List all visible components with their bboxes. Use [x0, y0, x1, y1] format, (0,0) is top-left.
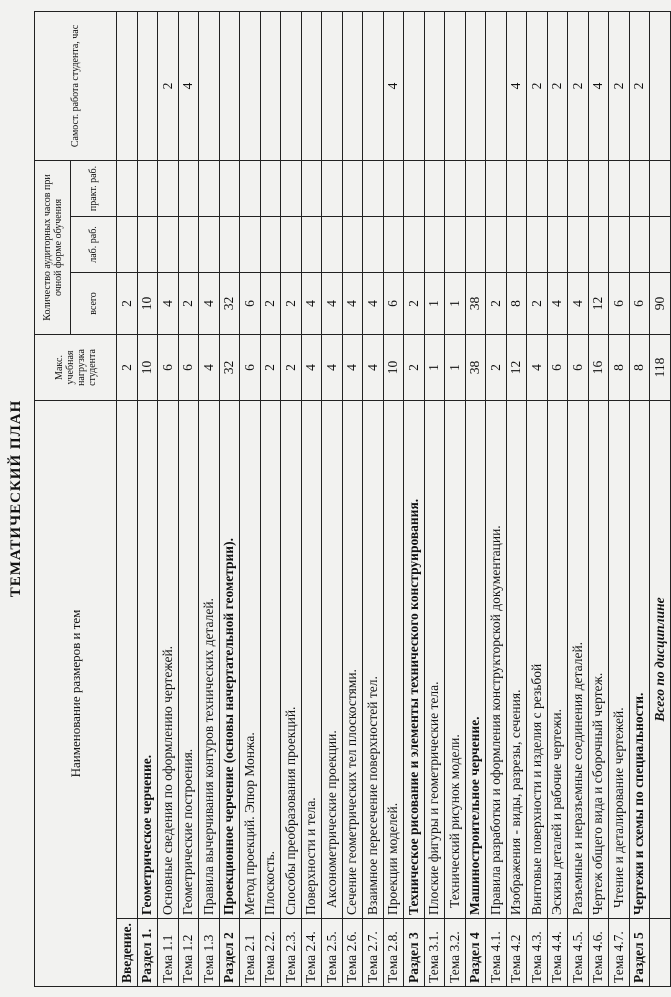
row-prakt — [650, 160, 671, 216]
row-name — [117, 400, 138, 918]
row-self-study: 2 — [527, 11, 548, 160]
row-lab — [178, 216, 199, 272]
row-name: Поверхности и тела. — [301, 400, 322, 918]
header-self-study: Самост. работа студента, час — [35, 11, 117, 160]
table-row — [609, 11, 630, 986]
row-prakt — [547, 160, 568, 216]
row-name: Разъемные и неразъемные соединения деталей. — [568, 400, 589, 918]
row-self-study — [199, 11, 220, 160]
row-prakt — [445, 160, 466, 216]
row-total: 6 — [240, 272, 261, 334]
table-body — [117, 11, 671, 986]
row-lab — [465, 216, 486, 272]
row-code: Тема 1.2 — [178, 919, 199, 987]
table-row — [629, 11, 650, 986]
row-total: 4 — [199, 272, 220, 334]
row-self-study: 4 — [506, 11, 527, 160]
row-name: Правила разработки и оформления конструкторской документации. — [486, 400, 507, 918]
row-name: Техническое рисование и элементы технического конструирования. — [404, 400, 425, 918]
row-self-study — [322, 11, 343, 160]
row-lab — [404, 216, 425, 272]
row-max-load: 4 — [322, 334, 343, 400]
table-row — [322, 11, 343, 986]
row-name: Взаимное пересечение поверхностей тел. — [363, 400, 384, 918]
table-row — [240, 11, 261, 986]
row-code: Тема 4.4. — [547, 919, 568, 987]
header-total: всего — [71, 272, 117, 334]
table-row — [117, 11, 138, 986]
table-row — [342, 11, 363, 986]
row-prakt — [260, 160, 281, 216]
row-total: 2 — [260, 272, 281, 334]
row-code: Тема 3.2. — [445, 919, 466, 987]
table-row — [137, 11, 158, 986]
table-row — [219, 11, 240, 986]
row-lab — [240, 216, 261, 272]
row-prakt — [342, 160, 363, 216]
row-self-study: 2 — [568, 11, 589, 160]
row-name: Основные сведения по оформлению чертежей. — [158, 400, 179, 918]
row-max-load: 2 — [260, 334, 281, 400]
row-lab — [137, 216, 158, 272]
row-max-load: 6 — [158, 334, 179, 400]
row-total: 1 — [445, 272, 466, 334]
row-max-load: 4 — [342, 334, 363, 400]
row-code: Тема 1.1 — [158, 919, 179, 987]
table-row — [158, 11, 179, 986]
row-total: 4 — [342, 272, 363, 334]
row-total: 4 — [363, 272, 384, 334]
table-row — [527, 11, 548, 986]
table-row — [465, 11, 486, 986]
row-code: Тема 2.3. — [281, 919, 302, 987]
row-total: 2 — [281, 272, 302, 334]
row-code — [650, 919, 671, 987]
table-row — [445, 11, 466, 986]
table-row — [404, 11, 425, 986]
row-total: 2 — [486, 272, 507, 334]
table-row — [260, 11, 281, 986]
row-name: Всего по дисциплине — [650, 400, 671, 918]
table-row — [281, 11, 302, 986]
row-prakt — [486, 160, 507, 216]
row-lab — [219, 216, 240, 272]
row-name: Плоскость. — [260, 400, 281, 918]
header-lab: лаб. раб. — [71, 216, 117, 272]
row-total: 32 — [219, 272, 240, 334]
row-name: Способы преобразования проекций. — [281, 400, 302, 918]
row-code: Тема 1.3 — [199, 919, 220, 987]
row-max-load: 1 — [424, 334, 445, 400]
row-self-study: 2 — [158, 11, 179, 160]
row-name: Технический рисунок модели. — [445, 400, 466, 918]
row-max-load: 2 — [117, 334, 138, 400]
row-total: 6 — [609, 272, 630, 334]
row-lab — [158, 216, 179, 272]
row-code: Раздел 2 — [219, 919, 240, 987]
row-total: 10 — [137, 272, 158, 334]
row-code: Тема 2.7. — [363, 919, 384, 987]
row-prakt — [506, 160, 527, 216]
row-prakt — [240, 160, 261, 216]
row-self-study — [445, 11, 466, 160]
row-lab — [424, 216, 445, 272]
row-prakt — [629, 160, 650, 216]
row-self-study: 4 — [178, 11, 199, 160]
row-total: 6 — [629, 272, 650, 334]
row-self-study — [240, 11, 261, 160]
row-code: Тема 2.5. — [322, 919, 343, 987]
row-total: 2 — [117, 272, 138, 334]
row-max-load: 4 — [199, 334, 220, 400]
table-row — [178, 11, 199, 986]
header-classroom-hours: Количество аудиторных часов при очной форме обучения — [35, 160, 71, 334]
row-code: Тема 4.7. — [609, 919, 630, 987]
row-code: Раздел 4 — [465, 919, 486, 987]
row-total: 1 — [424, 272, 445, 334]
row-self-study — [219, 11, 240, 160]
row-prakt — [137, 160, 158, 216]
row-code: Тема 2.4. — [301, 919, 322, 987]
row-prakt — [178, 160, 199, 216]
row-max-load: 38 — [465, 334, 486, 400]
row-name: Чертеж общего вида и сборочный чертеж. — [588, 400, 609, 918]
row-code: Раздел 5 — [629, 919, 650, 987]
row-lab — [322, 216, 343, 272]
row-prakt — [527, 160, 548, 216]
row-prakt — [281, 160, 302, 216]
table-row — [506, 11, 527, 986]
row-self-study — [137, 11, 158, 160]
row-prakt — [568, 160, 589, 216]
row-total: 38 — [465, 272, 486, 334]
row-max-load: 8 — [629, 334, 650, 400]
row-self-study — [465, 11, 486, 160]
row-name: Эскизы деталей и рабочие чертежи. — [547, 400, 568, 918]
row-total: 8 — [506, 272, 527, 334]
row-max-load: 2 — [486, 334, 507, 400]
row-self-study: 2 — [609, 11, 630, 160]
row-name: Чтение и деталирование чертежей. — [609, 400, 630, 918]
row-name: Геометрические построения. — [178, 400, 199, 918]
table-row — [383, 11, 404, 986]
table-row — [588, 11, 609, 986]
row-lab — [527, 216, 548, 272]
row-self-study — [281, 11, 302, 160]
table-row — [547, 11, 568, 986]
row-total: 4 — [322, 272, 343, 334]
row-self-study: 2 — [629, 11, 650, 160]
row-max-load: 6 — [547, 334, 568, 400]
table-row — [650, 11, 671, 986]
row-max-load: 4 — [527, 334, 548, 400]
row-code: Тема 2.1 — [240, 919, 261, 987]
row-max-load: 8 — [609, 334, 630, 400]
row-self-study — [301, 11, 322, 160]
header-prakt: практ. раб. — [71, 160, 117, 216]
row-self-study — [650, 11, 671, 160]
row-name: Проекции моделей. — [383, 400, 404, 918]
row-name: Геометрическое черчение. — [137, 400, 158, 918]
row-total: 4 — [301, 272, 322, 334]
row-total: 2 — [527, 272, 548, 334]
row-prakt — [301, 160, 322, 216]
thematic-plan-table — [34, 11, 671, 987]
row-total: 2 — [178, 272, 199, 334]
row-max-load: 32 — [219, 334, 240, 400]
row-total: 6 — [383, 272, 404, 334]
row-self-study — [486, 11, 507, 160]
table-row — [568, 11, 589, 986]
row-code: Тема 4.6. — [588, 919, 609, 987]
row-self-study — [260, 11, 281, 160]
row-lab — [383, 216, 404, 272]
row-code: Тема 4.5. — [568, 919, 589, 987]
row-max-load: 2 — [281, 334, 302, 400]
table-row — [486, 11, 507, 986]
row-max-load: 10 — [383, 334, 404, 400]
row-self-study — [424, 11, 445, 160]
row-total: 4 — [547, 272, 568, 334]
header-max-load: Макс. учебная нагрузка студента — [35, 334, 117, 400]
row-max-load: 16 — [588, 334, 609, 400]
row-prakt — [404, 160, 425, 216]
row-max-load: 6 — [178, 334, 199, 400]
row-lab — [506, 216, 527, 272]
row-max-load: 4 — [301, 334, 322, 400]
row-self-study: 2 — [547, 11, 568, 160]
table-row — [363, 11, 384, 986]
row-lab — [650, 216, 671, 272]
row-code: Тема 3.1. — [424, 919, 445, 987]
row-lab — [199, 216, 220, 272]
row-lab — [342, 216, 363, 272]
row-lab — [486, 216, 507, 272]
row-name: Правила вычерчивания контуров технических деталей. — [199, 400, 220, 918]
row-prakt — [383, 160, 404, 216]
row-code: Тема 4.3. — [527, 919, 548, 987]
document-title: ТЕМАТИЧЕСКИЙ ПЛАН — [8, 399, 24, 598]
row-max-load: 1 — [445, 334, 466, 400]
row-self-study — [363, 11, 384, 160]
row-max-load: 6 — [568, 334, 589, 400]
row-self-study: 4 — [383, 11, 404, 160]
row-prakt — [117, 160, 138, 216]
row-lab — [363, 216, 384, 272]
row-self-study — [342, 11, 363, 160]
row-total: 2 — [404, 272, 425, 334]
row-total: 4 — [568, 272, 589, 334]
row-code: Введение. — [117, 919, 138, 987]
row-total: 12 — [588, 272, 609, 334]
table-row — [424, 11, 445, 986]
row-lab — [588, 216, 609, 272]
row-prakt — [363, 160, 384, 216]
row-max-load: 12 — [506, 334, 527, 400]
row-prakt — [199, 160, 220, 216]
row-self-study: 4 — [588, 11, 609, 160]
row-lab — [609, 216, 630, 272]
row-name: Аксонометрические проекции. — [322, 400, 343, 918]
row-max-load: 4 — [363, 334, 384, 400]
row-max-load: 10 — [137, 334, 158, 400]
row-max-load: 6 — [240, 334, 261, 400]
row-code: Раздел 1. — [137, 919, 158, 987]
row-name: Изображения - виды, разрезы, сечения. — [506, 400, 527, 918]
row-prakt — [158, 160, 179, 216]
row-lab — [547, 216, 568, 272]
row-total: 4 — [158, 272, 179, 334]
row-code: Тема 2.2. — [260, 919, 281, 987]
row-lab — [629, 216, 650, 272]
row-name: Сечение геометрических тел плоскостями. — [342, 400, 363, 918]
header-name: Наименование размеров и тем — [35, 400, 117, 986]
row-code: Тема 2.6. — [342, 919, 363, 987]
row-name: Плоские фигуры и геометрические тела. — [424, 400, 445, 918]
row-prakt — [219, 160, 240, 216]
row-name: Машиностроительное черчение. — [465, 400, 486, 918]
row-lab — [260, 216, 281, 272]
row-prakt — [322, 160, 343, 216]
row-name: Метод проекций. Эпюр Монжа. — [240, 400, 261, 918]
row-name: Винтовые поверхности и изделия с резьбой — [527, 400, 548, 918]
table-row — [199, 11, 220, 986]
row-self-study — [404, 11, 425, 160]
row-prakt — [465, 160, 486, 216]
row-name: Чертежи и схемы по специальности. — [629, 400, 650, 918]
row-lab — [281, 216, 302, 272]
row-prakt — [588, 160, 609, 216]
row-lab — [301, 216, 322, 272]
row-total: 90 — [650, 272, 671, 334]
row-lab — [568, 216, 589, 272]
row-lab — [445, 216, 466, 272]
row-prakt — [424, 160, 445, 216]
row-name: Проекционное черчение (основы начертательной геометрии). — [219, 400, 240, 918]
row-code: Тема 4.2 — [506, 919, 527, 987]
row-code: Раздел 3 — [404, 919, 425, 987]
row-code: Тема 4.1. — [486, 919, 507, 987]
row-lab — [117, 216, 138, 272]
row-prakt — [609, 160, 630, 216]
row-max-load: 2 — [404, 334, 425, 400]
table-row — [301, 11, 322, 986]
row-max-load: 118 — [650, 334, 671, 400]
row-self-study — [117, 11, 138, 160]
row-code: Тема 2.8. — [383, 919, 404, 987]
